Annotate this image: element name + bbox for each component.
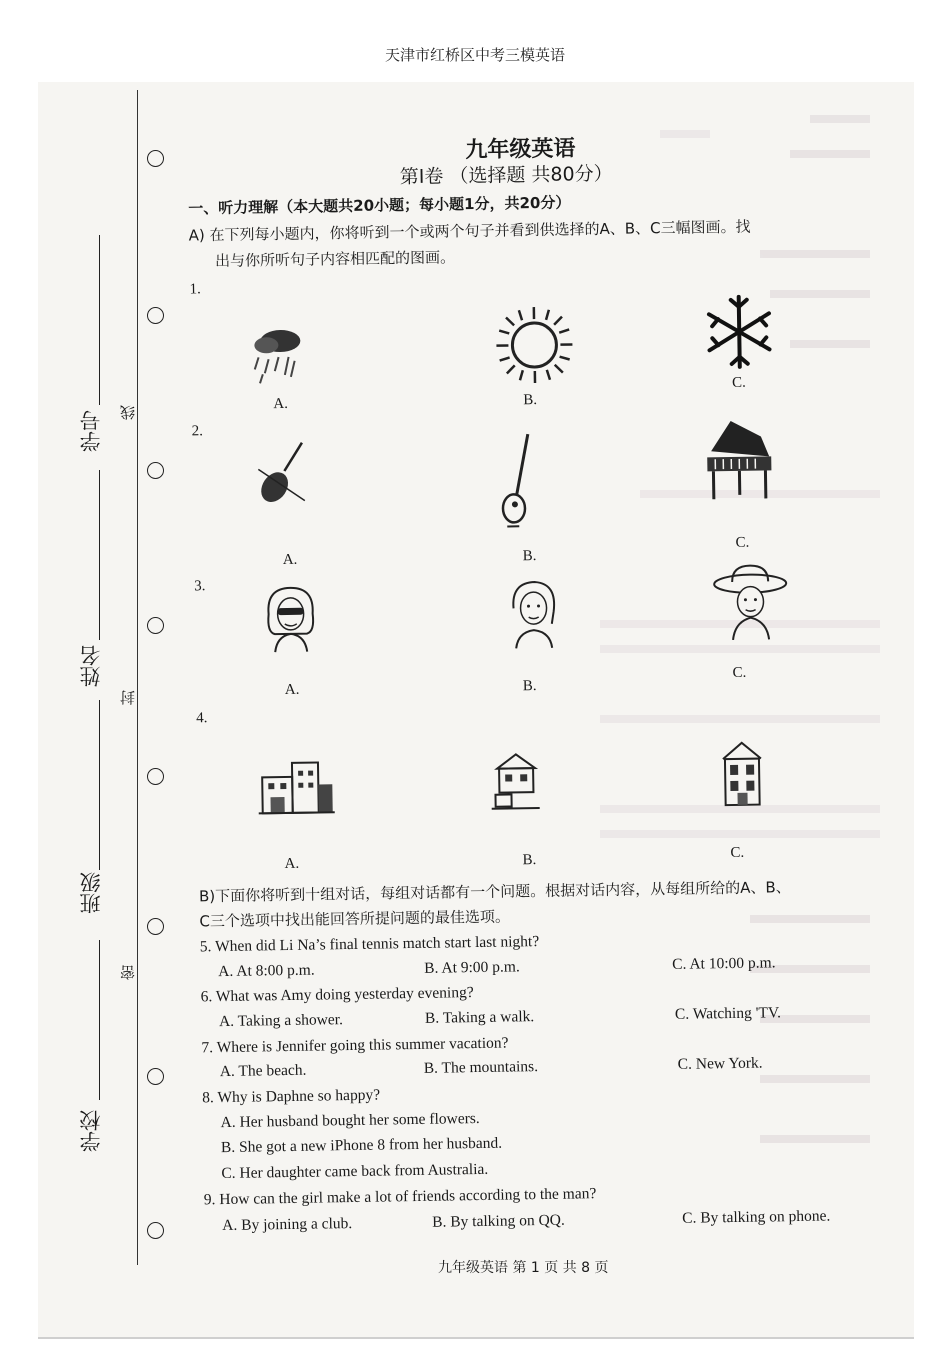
guitar-icon bbox=[496, 432, 538, 537]
school-label: 学校 bbox=[76, 1110, 106, 1152]
house-icon bbox=[719, 738, 766, 813]
option-text: B. At 9:00 p.m. bbox=[424, 958, 520, 977]
option-text: A. Taking a shower. bbox=[219, 1011, 343, 1031]
question-text: 7. Where is Jennifer going this summer vacation? bbox=[201, 1035, 508, 1058]
girl-icon bbox=[503, 578, 564, 655]
girl-sunglasses-icon bbox=[260, 583, 321, 658]
question-text: 8. Why is Daphne so happy? bbox=[202, 1087, 380, 1108]
student-no-label: 学号 bbox=[76, 410, 106, 452]
piano-icon bbox=[701, 416, 777, 511]
option-text: B. The mountains. bbox=[424, 1058, 539, 1078]
option-label: B. bbox=[523, 548, 537, 565]
option-text: C. By talking on phone. bbox=[682, 1208, 830, 1228]
option-text: C. New York. bbox=[678, 1055, 763, 1074]
girl-hat-icon bbox=[710, 561, 791, 646]
question-number: 2. bbox=[192, 423, 204, 440]
name-label: 姓名 bbox=[76, 645, 106, 687]
sun-icon bbox=[494, 304, 575, 389]
option-text: C. Watching 'TV. bbox=[675, 1004, 781, 1024]
option-text: A. By joining a club. bbox=[222, 1215, 352, 1235]
option-label: A. bbox=[283, 552, 298, 569]
option-text: A. Her husband bought her some flowers. bbox=[220, 1110, 479, 1132]
option-text: B. By talking on QQ. bbox=[432, 1212, 565, 1232]
violin-icon bbox=[254, 439, 315, 514]
question-text: 6. What was Amy doing yesterday evening? bbox=[200, 984, 473, 1006]
option-label: C. bbox=[735, 535, 749, 552]
option-label: B. bbox=[523, 678, 537, 695]
small-house-icon bbox=[491, 750, 542, 815]
option-label: B. bbox=[523, 392, 537, 409]
seal-feng-mark: 封 bbox=[117, 690, 138, 705]
option-text: C. Her daughter came back from Australia. bbox=[221, 1161, 488, 1183]
part-b-instruction: B)下面你将听到十组对话，每组对话都有一个问题。根据对话内容，从每组所给的A、B、 bbox=[199, 876, 791, 906]
question-number: 3. bbox=[194, 578, 206, 595]
option-label: A. bbox=[273, 396, 288, 413]
option-label: B. bbox=[522, 852, 536, 869]
question-number: 1. bbox=[189, 281, 201, 298]
seal-mi-mark: 密 bbox=[117, 965, 138, 980]
option-text: B. She got a new iPhone 8 from her husband. bbox=[221, 1135, 502, 1157]
option-label: C. bbox=[732, 375, 746, 392]
exam-title: 九年级英语 bbox=[465, 131, 575, 164]
option-text: B. Taking a walk. bbox=[425, 1008, 535, 1028]
seal-line-mark: 线 bbox=[117, 405, 138, 420]
part-b-instruction-cont: C三个选项中找出能回答所提问题的最佳选项。 bbox=[199, 906, 510, 932]
document-top-title: 天津市红桥区中考三模英语 bbox=[0, 44, 950, 65]
option-text: A. The beach. bbox=[220, 1062, 307, 1081]
question-number: 4. bbox=[196, 710, 208, 727]
option-label: C. bbox=[732, 665, 746, 682]
question-text: 5. When did Li Na’s final tennis match start last night? bbox=[200, 933, 540, 956]
option-label: A. bbox=[284, 856, 299, 873]
factory-icon bbox=[256, 748, 337, 823]
option-label: C. bbox=[730, 845, 744, 862]
option-label: A. bbox=[285, 682, 300, 699]
option-text: C. At 10:00 p.m. bbox=[672, 954, 776, 974]
option-text: A. At 8:00 p.m. bbox=[218, 962, 315, 982]
section-listening: 一、听力理解（本大题共20小题；每小题1分，共20分） bbox=[188, 191, 570, 218]
question-text: 9. How can the girl make a lot of friends according to the man? bbox=[204, 1185, 597, 1209]
page-footer: 九年级英语 第 1 页 共 8 页 bbox=[438, 1257, 609, 1277]
rain-cloud-icon bbox=[244, 319, 315, 394]
part-a-instruction: A) 在下列每小题内，你将听到一个或两个句子并看到供选择的A、B、C三幅图画。找 bbox=[188, 216, 750, 246]
exam-volume: 第Ⅰ卷 （选择题 共80分） bbox=[400, 159, 613, 189]
snowflake-icon bbox=[704, 291, 775, 376]
part-a-instruction-cont: 出与你所听句子内容相匹配的图画。 bbox=[215, 246, 455, 271]
class-label: 班级 bbox=[76, 872, 106, 914]
